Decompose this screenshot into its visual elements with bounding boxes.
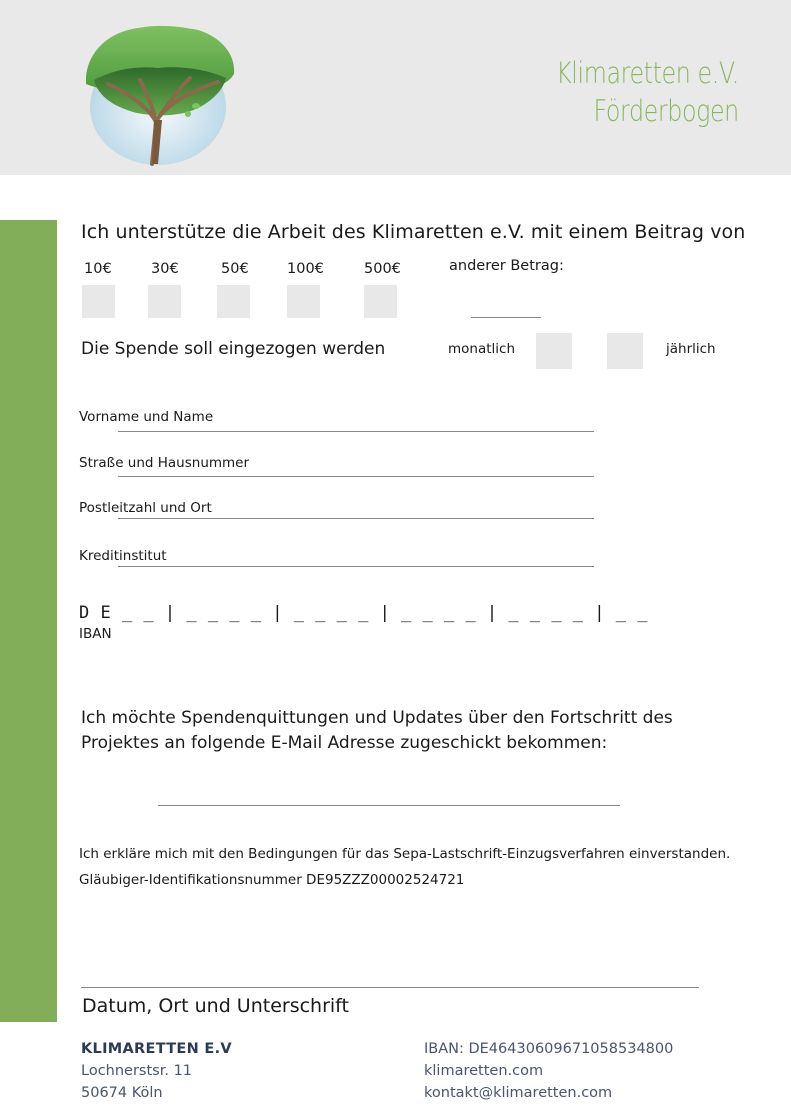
amount-label-10: 10€ <box>84 261 112 277</box>
email-field[interactable] <box>158 805 620 806</box>
amount-label-100: 100€ <box>287 261 324 277</box>
frequency-monthly-checkbox[interactable] <box>536 333 572 369</box>
footer-email-link[interactable]: kontakt@klimaretten.com <box>424 1085 613 1101</box>
footer-city: 50674 Köln <box>81 1085 163 1101</box>
creditor-id-text: Gläubiger-Identifikationsnummer DE95ZZZ00002524721 <box>79 872 465 888</box>
amount-checkbox-10[interactable] <box>82 285 115 318</box>
tree-globe-logo-icon <box>78 22 238 167</box>
full-name-label: Vorname und Name <box>79 409 214 425</box>
other-amount-label: anderer Betrag: <box>449 258 564 274</box>
header-banner <box>0 0 791 175</box>
amount-checkbox-100[interactable] <box>287 285 320 318</box>
amount-label-50: 50€ <box>221 261 249 277</box>
frequency-label: Die Spende soll eingezogen werden <box>81 339 386 359</box>
bank-label: Kreditinstitut <box>79 548 167 564</box>
zip-city-label: Postleitzahl und Ort <box>79 500 212 516</box>
org-title: Klimaretten e.V. <box>556 56 739 90</box>
amount-label-30: 30€ <box>151 261 179 277</box>
form-title <box>556 54 739 130</box>
zip-city-field[interactable] <box>118 518 594 519</box>
other-amount-input[interactable] <box>471 317 541 318</box>
frequency-yearly-label: jährlich <box>666 341 716 357</box>
donation-heading: Ich unterstütze die Arbeit des Klimaretten e.V. mit einem Beitrag von <box>81 221 746 243</box>
signature-field[interactable] <box>81 987 699 988</box>
signature-label: Datum, Ort und Unterschrift <box>82 995 349 1017</box>
street-label: Straße und Hausnummer <box>79 455 250 471</box>
frequency-monthly-label: monatlich <box>448 341 516 357</box>
iban-label: IBAN <box>79 626 112 642</box>
amount-label-500: 500€ <box>364 261 401 277</box>
frequency-yearly-checkbox[interactable] <box>607 333 643 369</box>
amount-checkbox-30[interactable] <box>148 285 181 318</box>
email-request-text-line1: Ich möchte Spendenquittungen und Updates über den Fortschritt des <box>81 708 673 728</box>
iban-input-template[interactable]: D E _ _ | _ _ _ _ | _ _ _ _ | _ _ _ _ | _ _ _ _ | _ _ <box>79 603 648 623</box>
amount-checkbox-500[interactable] <box>364 285 397 318</box>
amount-checkbox-50[interactable] <box>217 285 250 318</box>
footer-website-link[interactable]: klimaretten.com <box>424 1063 544 1079</box>
sepa-consent-text: Ich erkläre mich mit den Bedingungen für das Sepa-Lastschrift-Einzugsverfahren einverstanden. <box>79 846 731 862</box>
street-field[interactable] <box>118 476 594 477</box>
full-name-field[interactable] <box>118 431 594 432</box>
footer-iban: IBAN: DE46430609671058534800 <box>424 1041 674 1057</box>
footer-street: Lochnerstsr. 11 <box>81 1063 193 1079</box>
bank-field[interactable] <box>118 566 594 567</box>
form-subtitle: Förderbogen <box>593 94 739 128</box>
footer-org-name: KLIMARETTEN E.V <box>81 1041 232 1057</box>
accent-sidebar-bar <box>0 220 57 1022</box>
email-request-text-line2: Projektes an folgende E-Mail Adresse zugeschickt bekommen: <box>81 733 608 753</box>
